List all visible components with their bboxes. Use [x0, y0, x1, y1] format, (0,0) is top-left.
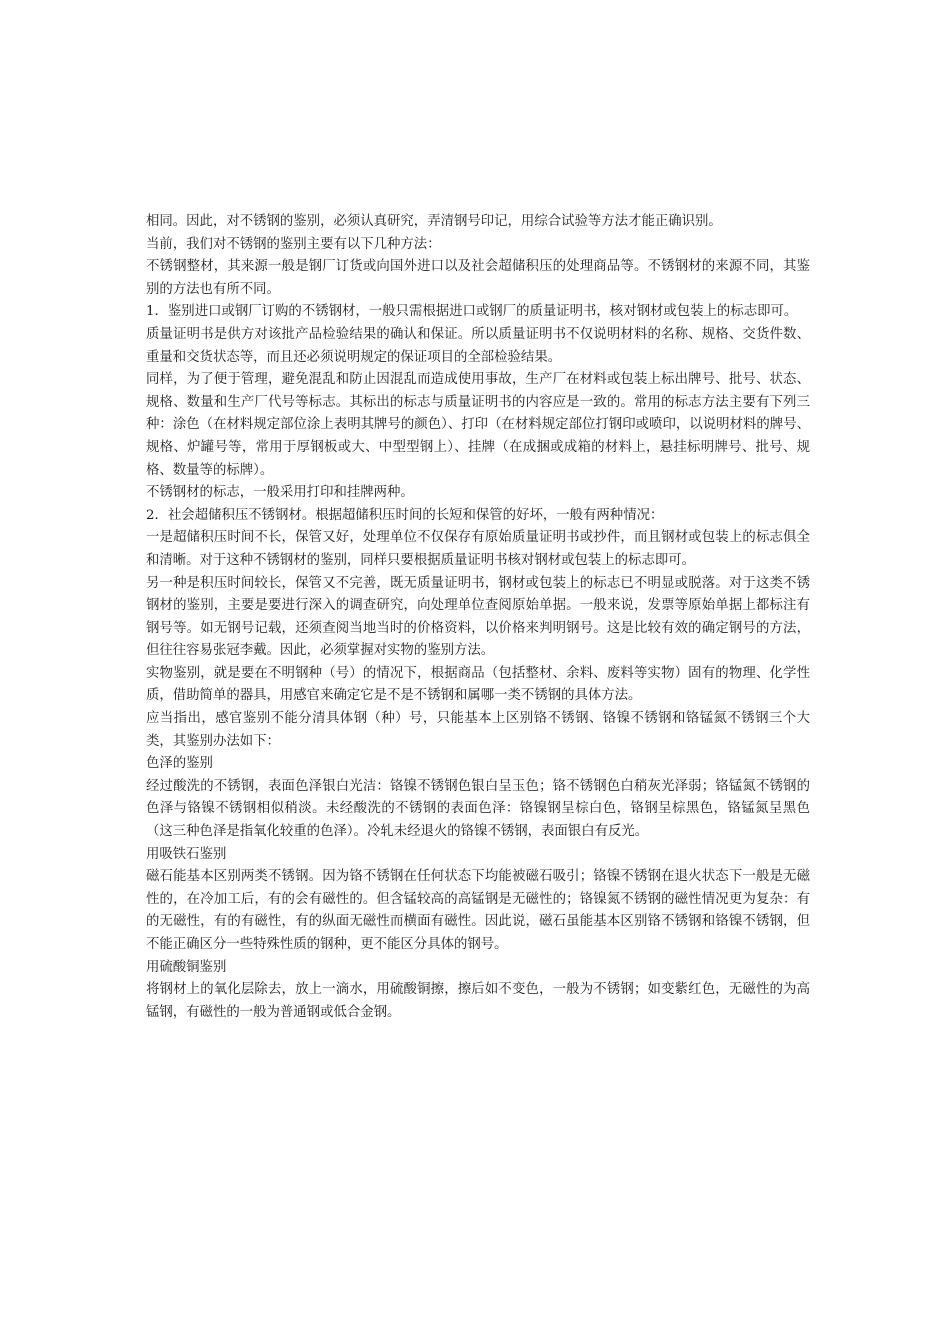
paragraph: 另一种是积压时间较长，保管又不完善，既无质量证明书，钢材或包装上的标志已不明显或脱落。对于这类不锈钢材的鉴别，主要是要进行深入的调查研究，向处理单位查阅原始单据。一般来说，发票等原始单据上都标注有钢号等。如无钢号记载，还须查阅当地当时的价格资料，以价格来判明钢号。这是比较有效的确定钢号的方法，但往往容易张冠李戴。因此，必须掌握对实物的鉴别方法。	[146, 575, 810, 659]
paragraph: 将钢材上的氧化层除去，放上一滴水，用硫酸铜擦，擦后如不变色，一般为不锈钢；如变紫红色，无磁性的为高锰钢，有磁性的一般为普通钢或低合金钢。	[146, 982, 810, 1020]
paragraph: 实物鉴别，就是要在不明钢种（号）的情况下，根据商品（包括整材、余料、废料等实物）固有的物理、化学性质，借助简单的器具，用感官来确定它是不是不锈钢和属哪一类不锈钢的具体方法。	[146, 665, 810, 704]
paragraph: 当前，我们对不锈钢的鉴别主要有以下几种方法：	[146, 236, 441, 252]
paragraph: 不锈钢材的标志，一般采用打印和挂牌两种。	[146, 485, 414, 501]
paragraph: 磁石能基本区别两类不锈钢。因为铬不锈钢在任何状态下均能被磁石吸引；铬镍不锈钢在退火状态下一般是无磁性的，在冷加工后，有的会有磁性的。但含锰较高的高锰钢是无磁性的；铬镍氮不锈钢的磁性情况更为复杂：有的无磁性，有的有磁性，有的纵面无磁性而横面有磁性。因此说，磁石虽能基本区别铬不锈钢和铬镍不锈钢，但不能正确区分一些特殊性质的钢种，更不能区分具体的钢号。	[146, 869, 810, 952]
paragraph: 应当指出，感官鉴别不能分清具体钢（种）号，只能基本上区别铬不锈钢、铬镍不锈钢和铬锰氮不锈钢三个大类，其鉴别办法如下：	[146, 711, 810, 749]
paragraph: 不锈钢整材，其来源一般是钢厂订货或向国外进口以及社会超储积压的处理商品等。不锈钢材的来源不同，其鉴别的方法也有所不同。	[146, 259, 810, 297]
section-heading: 色泽的鉴别	[146, 756, 213, 772]
document-body	[146, 211, 810, 1024]
paragraph: 一是超储积压时间不长，保管又好，处理单位不仅保存有原始质量证明书或抄件，而且钢材或包装上的标志俱全和清晰。对于这种不锈钢材的鉴别，同样只要根据质量证明书核对钢材或包装上的标志即可。	[146, 530, 810, 568]
paragraph: 1．鉴别进口或钢厂订购的不锈钢材，一般只需根据进口或钢厂的质量证明书，核对钢材或包装上的标志即可。	[146, 304, 798, 320]
paragraph: 2．社会超储积压不锈钢材。根据超储积压时间的长短和保管的好坏，一般有两种情况：	[146, 507, 664, 523]
paragraph: 质量证明书是供方对该批产品检验结果的确认和保证。所以质量证明书不仅说明材料的名称、规格、交货件数、重量和交货状态等，而且还必须说明规定的保证项目的全部检验结果。	[146, 326, 810, 365]
section-heading: 用硫酸铜鉴别	[146, 959, 227, 975]
paragraph: 相同。因此，对不锈钢的鉴别，必须认真研究，弄清钢号印记，用综合试验等方法才能正确识别。	[146, 214, 722, 229]
section-heading: 用吸铁石鉴别	[146, 846, 227, 862]
paragraph: 经过酸洗的不锈钢，表面色泽银白光洁：铬镍不锈钢色银白呈玉色；铬不锈钢色白稍灰光泽弱；铬锰氮不锈钢的色泽与铬镍不锈钢相似稍淡。未经酸洗的不锈钢的表面色泽：铬镍钢呈棕白色，铬钢呈棕黑色，铬锰氮呈黑色（这三种色泽是指氧化较重的色泽）。冷轧未经退火的铬镍不锈钢，表面银白有反光。	[146, 778, 810, 840]
paragraph: 同样，为了便于管理，避免混乱和防止因混乱而造成使用事故，生产厂在材料或包装上标出牌号、批号、状态、规格、数量和生产厂代号等标志。其标出的标志与质量证明书的内容应是一致的。常用的标志方法主要有下列三种：涂色（在材料规定部位涂上表明其牌号的颜色）、打印（在材料规定部位打钢印或喷印，以说明材料的牌号、规格、炉罐号等，常用于厚钢板或大、中型型钢上）、挂牌（在成捆或成箱的材料上，悬挂标明牌号、批号、规格、数量等的标牌）。	[146, 372, 810, 478]
